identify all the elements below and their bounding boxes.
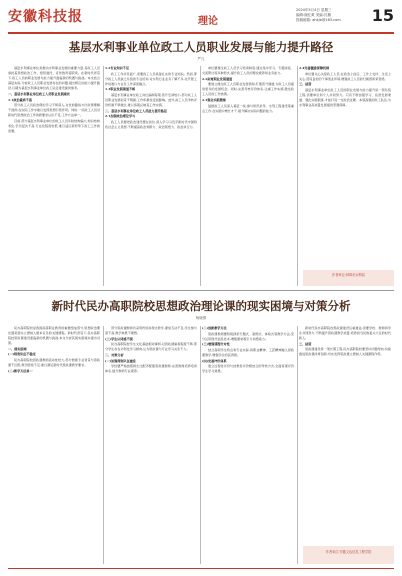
subheading: 三、结语	[299, 341, 312, 346]
subheading: 1.3职业发展渠道不畅	[105, 87, 136, 92]
paragraph: 民办高职院校学生文化基础相对薄弱,对思政课重视程度不够,部分学生存在功利化学习倾向,认为思政课与专业学习关系不大。	[105, 342, 197, 352]
article2-column-2	[105, 326, 197, 564]
issue-meta	[296, 8, 366, 23]
article2-title: 新时代民办高职院校思想政治理论课的现实困境与对策分析	[51, 299, 351, 313]
subheading: 二、对策分析	[105, 352, 124, 357]
article-divider	[8, 290, 394, 291]
article1-column-3	[202, 66, 294, 286]
article1-column-1	[8, 66, 100, 286]
paragraph: 政工工作涉及面广,需要政工人员具备扎实的专业知识。然而,部分政工人员缺乏系统的专业培训,对水利行业业务了解不多,在开展工作时难以与业务工作深度融合。	[105, 71, 197, 86]
newspaper-logo: 安徽科技报	[8, 9, 83, 25]
subheading: 二、基层水利事业单位政工人员能力提升路径	[105, 108, 167, 113]
column-divider	[200, 66, 201, 286]
email-line: 投稿邮箱: ahkjb@163.com	[296, 18, 341, 22]
paragraph: 学校要严格按照师生比配齐配强思政课教师,完善教师培养培训体系,提升教师专业素养。	[105, 364, 197, 374]
article1-column-2	[105, 66, 197, 286]
paragraph: 政工人员要把政治建设摆在首位,深入学习习近平新时代中国特色社会主义思想,不断提高政治判断力、政治领悟力、政治执行力。	[105, 119, 197, 130]
subheading: (三)学生认同感不强	[105, 336, 133, 341]
section-title: 理论	[198, 16, 218, 27]
subheading: (二)教学方法单一	[8, 368, 33, 373]
paragraph: 鼓励政工人员深入基层一线,参与防汛抗旱、水利工程建设等重点工作,在实践中增长才干,提升解决实际问题的能力。	[202, 103, 294, 113]
subheading: (二)创新教学方法	[202, 326, 227, 330]
article2-column-4	[299, 326, 391, 542]
article2-author: 杨晓倩	[195, 316, 207, 320]
paragraph: 基层水利事业单位政工人员的职业发展与能力提升是一项系统工程,需要单位和个人共同努力。只有不断加强学习、拓宽发展渠道、强化实践锻炼,才能打造一支政治过硬、本领高强的政工队伍,为水利事业高质量发展提供坚强保障。	[299, 87, 391, 108]
subheading: 2.3强化实践锻炼	[202, 98, 226, 103]
article1-author: 严凡	[197, 57, 205, 61]
subheading: (三)增强课程针对性	[202, 342, 230, 347]
paragraph: 基层水利事业单位是推动水利事业发展的重要力量,其政工人员承担着思想政治工作、组织建设、宣传教育等职责。在新时代背景下,政工人员的职业发展与能力提升面临新的机遇与挑战。本文结合基层实际,分析政工人员职业发展存在的问题,提出相应的能力提升路径,以期为基层水利事业单位政工队伍建设提供参考。	[8, 66, 100, 91]
subheading: 1.1政治素质不高	[8, 97, 32, 102]
paragraph: 单位要关心关爱政工人员,在政治上信任、工作上支持、生活上关心,营造良好的干事创业环境,增强政工人员的归属感和荣誉感。	[299, 71, 391, 81]
paragraph: 民办高职院校是我国高等职业教育的重要组成部分,思想政治理论课是落实立德树人根本任务的关键课程。新时代背景下,民办高职院校思政课建设面临新的机遇与挑战,本文分析其现实困境并提出对策。	[8, 326, 100, 346]
footer-rule	[8, 568, 394, 569]
subheading: 一、现实困境	[8, 346, 27, 351]
column-divider	[297, 326, 298, 564]
subheading: 1.2专业知识不足	[105, 66, 129, 70]
subheading: 2.4完善激励保障机制	[299, 66, 330, 70]
paragraph: 单位要健全政工人员学习培训制度,通过集中学习、专题讲座、交流研讨等多种形式,提升政工人员的理论素养和业务能力。	[202, 66, 294, 76]
article1-title: 基层水利事业单位政工人员职业发展与能力提升路径	[68, 40, 334, 54]
paragraph: 思政课教师要积极探索专题式、案例式、体验式等教学方法,充分运用现代信息技术,增强课堂吸引力和感染力。	[202, 331, 294, 341]
article2-author-note: 作者单位:安徽文达信息工程学院	[303, 546, 394, 564]
subheading: 三、结语	[299, 82, 312, 87]
subheading: (一)加强师资队伍建设	[105, 358, 136, 363]
paragraph: 民办高职院校思政课教师流动性较大,部分教师专业背景与思政课不匹配,教学经验不足,难以满足新时代思政课教学要求。	[8, 358, 100, 368]
paragraph: 思政课建设是一项长期工程,民办高职院校要坚持问题导向,持续推进思政课改革创新,切实发挥思政课立德树人关键课程作用。	[299, 347, 391, 357]
editor-line: 编辑:谢红黄 美编:沈楠	[296, 13, 331, 17]
date-line: 2024年5月4日 星期三	[296, 8, 332, 12]
column-divider	[297, 66, 298, 286]
paragraph: 目前,部分基层水利事业单位的政工人员年龄结构偏大,知识结构老化,学历层次不高,专业化程度较低,难以适应新形势下政工工作的需要。	[8, 118, 100, 134]
column-divider	[103, 326, 104, 564]
paragraph: 基层水利事业单位政工岗位编制有限,晋升空间较小,部分政工人员职业发展前景不明朗,工作积极性受到影响。此外,政工人员考核评价机制不够健全,难以客观反映其工作实绩。	[105, 92, 197, 108]
masthead-rule	[8, 32, 394, 34]
article2-column-1	[8, 326, 100, 564]
subheading: (一)师资队伍不稳定	[8, 352, 36, 357]
subheading: 2.2拓宽职业发展通道	[202, 76, 233, 81]
article1-column-4	[299, 66, 391, 266]
paragraph: 结合高职学生特点和专业实际,将职业精神、工匠精神融入思政课教学,增强学生的获得感。	[202, 347, 294, 357]
article1-author-note: 作者单位:蚌埠市水利局	[303, 270, 394, 286]
paragraph: 新时代民办高职院校思政课建设任重道远,需要学校、教师和学生共同努力,不断提升思政课教学质量,培养担当民族复兴大任的时代新人。	[299, 326, 391, 341]
paragraph: 部分政工人员政治理论学习不够深入,对党的路线方针政策理解不透彻,在实际工作中难以发挥思想引领作用。同时,一些政工人员对新时代思想政治工作的新要求认识不足,工作方法单一。	[8, 103, 100, 118]
subheading: 一、基层水利事业单位政工人员职业发展现状	[8, 91, 70, 96]
column-divider	[200, 326, 201, 564]
paragraph: 部分思政课教师仍采用传统讲授式教学,课堂互动不足,学生参与度不高,教学效果不理想。	[105, 326, 197, 336]
paragraph: 要建立健全政工人员职业发展机制,打通晋升通道,为政工人员提供更多的发展机会。同时,完善考核评价体系,注重工作实绩,激发政工人员的工作热情。	[202, 82, 294, 97]
subheading: (四)完善评价体系	[202, 358, 227, 363]
column-divider	[103, 66, 104, 286]
article2-column-3	[202, 326, 294, 564]
subheading: 2.1加强政治理论学习	[105, 114, 136, 119]
masthead	[8, 6, 394, 34]
page-number: 15	[371, 6, 394, 25]
paragraph: 建立过程性评价与结果性评价相结合的考核方式,全面客观评价学生学习效果。	[202, 364, 294, 374]
